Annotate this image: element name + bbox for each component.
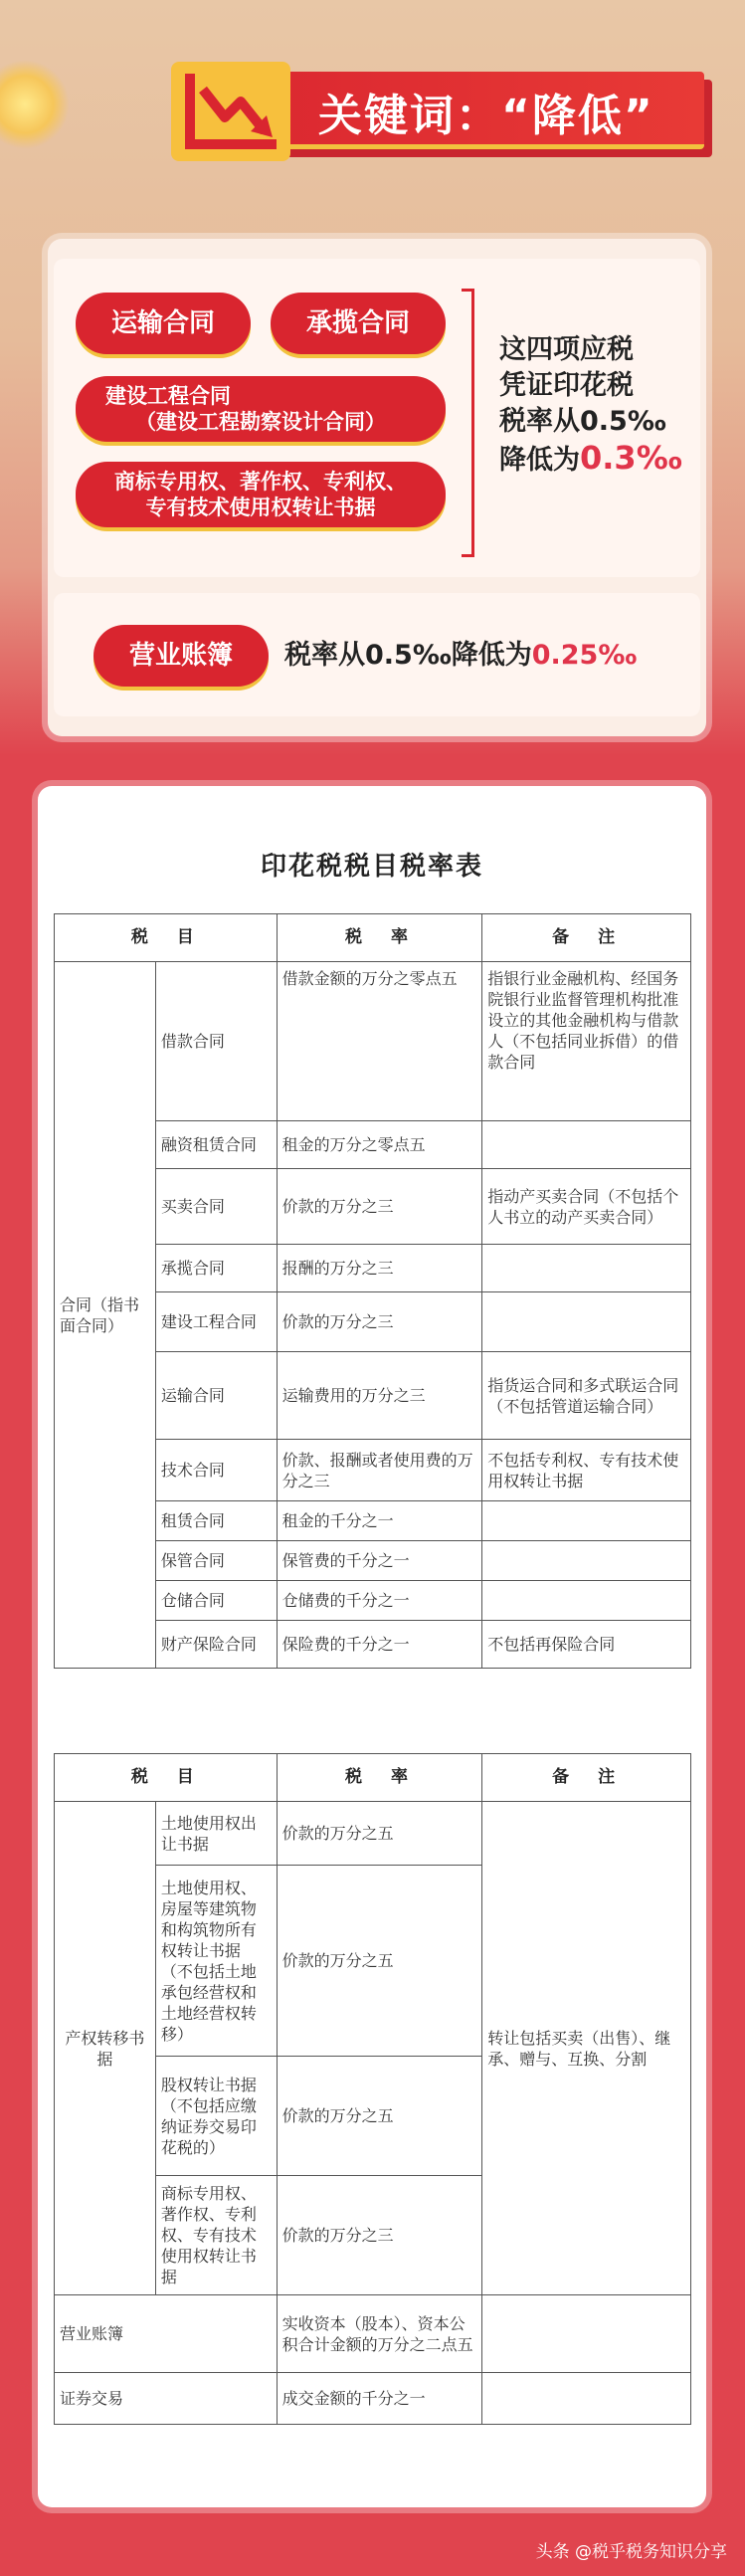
item-note [482,2295,691,2373]
item-rate: 实收资本（股本）、资本公积合计金额的万分之二点五 [277,2295,482,2373]
item-rate: 成交金额的千分之一 [277,2373,482,2425]
item-rate: 运输费用的万分之三 [277,1352,482,1440]
item-note [482,1292,691,1352]
group-contracts: 合同（指书面合同） [55,962,156,1669]
item-name: 仓储合同 [155,1581,277,1621]
item-rate: 保管费的千分之一 [277,1541,482,1581]
pill-construction-line2: （建设工程勘察设计合同） [135,410,386,434]
item-name: 技术合同 [155,1440,277,1501]
header-note: 备 注 [482,1754,691,1802]
item-rate: 价款的万分之五 [277,1802,482,1866]
item-note: 不包括再保险合同 [482,1621,691,1669]
item-note: 指货运合同和多式联运合同（不包括管道运输合同） [482,1352,691,1440]
pill-account-book: 营业账簿 [93,625,269,687]
summary-line1: 这四项应税 [499,334,634,365]
banner-title: 关键词：“降低” [318,91,654,141]
item-name: 买卖合同 [155,1169,277,1245]
summary-line2: 凭证印花税 [499,370,634,401]
group-note: 转让包括买卖（出售）、继承、赠与、互换、分割 [482,1802,691,2295]
item-note: 不包括专利权、专有技术使用权转让书据 [482,1440,691,1501]
item-name: 承揽合同 [155,1245,277,1292]
summary-new-rate: 0.3‰ [580,439,682,477]
item-note [482,1121,691,1169]
item-note [482,1501,691,1541]
tax-table-card [38,786,706,2507]
header-note: 备 注 [482,914,691,962]
item-name: 土地使用权出让书据 [155,1802,277,1866]
item-rate: 仓储费的千分之一 [277,1581,482,1621]
table-row [55,962,691,1121]
item-rate: 价款的万分之三 [277,1169,482,1245]
item-name: 股权转让书据（不包括应缴纳证券交易印花税的） [155,2057,277,2176]
item-rate: 价款的万分之五 [277,1866,482,2057]
item-name: 商标专用权、著作权、专利权、专有技术使用权转让书据 [155,2176,277,2295]
pill-contracting-contract: 承揽合同 [271,293,446,354]
table-header-row [55,914,691,962]
tax-rate-table-transfers [54,1753,691,2425]
pill-ip-transfer [76,462,446,527]
declining-chart-icon [171,62,290,161]
tax-rate-table-contracts [54,913,691,1669]
item-rate: 价款、报酬或者使用费的万分之三 [277,1440,482,1501]
item-name: 运输合同 [155,1352,277,1440]
four-items-panel [54,259,700,577]
title-banner [179,68,716,161]
item-name: 土地使用权、房屋等建筑物和构筑物所有权转让书据（不包括土地承包经营权和土地经营权转移） [155,1866,277,2057]
summary-line4-prefix: 降低为 [499,445,580,476]
pill-construction-contract [76,376,446,442]
watermark-text: 头条 @税乎税务知识分享 [535,2542,727,2562]
rate-reduction-card [48,239,706,736]
item-name: 融资租赁合同 [155,1121,277,1169]
item-rate: 价款的万分之三 [277,2176,482,2295]
item-name: 租赁合同 [155,1501,277,1541]
item-name: 营业账簿 [55,2295,278,2373]
account-book-panel [54,593,700,716]
item-name: 证券交易 [55,2373,278,2425]
bracket-line [471,289,474,557]
account-rate-text [284,633,637,672]
item-note [482,1245,691,1292]
table-title: 印花税税目税率表 [260,852,483,882]
item-note [482,1581,691,1621]
pill-transport-contract: 运输合同 [76,293,251,354]
table-row [55,2373,691,2425]
account-rate-prefix: 税率从0.5‰降低为 [284,640,532,671]
summary-line4 [499,440,698,479]
item-note: 指银行业金融机构、经国务院银行业监督管理机构批准设立的其他金融机构与借款人（不包括同业拆借）的借款合同 [482,962,691,1121]
header-rate: 税 率 [277,914,482,962]
item-note [482,1541,691,1581]
pill-construction-line1: 建设工程合同 [105,384,231,408]
table-row [55,1802,691,1866]
header-rate: 税 率 [277,1754,482,1802]
item-rate: 租金的万分之零点五 [277,1121,482,1169]
item-rate: 借款金额的万分之零点五 [277,962,482,1121]
item-name: 保管合同 [155,1541,277,1581]
header-item: 税 目 [55,1754,278,1802]
item-rate: 价款的万分之三 [277,1292,482,1352]
pill-ip-line1: 商标专用权、著作权、专利权、 [114,470,407,494]
table-header-row [55,1754,691,1802]
group-property-transfer: 产权转移书据 [55,1802,156,2295]
summary-line3: 税率从0.5‰ [499,406,666,437]
item-rate: 价款的万分之五 [277,2057,482,2176]
pill-ip-line2: 专有技术使用权转让书据 [145,495,376,519]
summary-text [499,332,698,479]
header-item: 税 目 [55,914,278,962]
item-rate: 报酬的万分之三 [277,1245,482,1292]
table-row [55,2295,691,2373]
item-name: 建设工程合同 [155,1292,277,1352]
item-rate: 保险费的千分之一 [277,1621,482,1669]
item-name: 财产保险合同 [155,1621,277,1669]
item-name: 借款合同 [155,962,277,1121]
item-rate: 租金的千分之一 [277,1501,482,1541]
item-note [482,2373,691,2425]
item-note: 指动产买卖合同（不包括个人书立的动产买卖合同） [482,1169,691,1245]
account-new-rate: 0.25‰ [531,640,638,671]
